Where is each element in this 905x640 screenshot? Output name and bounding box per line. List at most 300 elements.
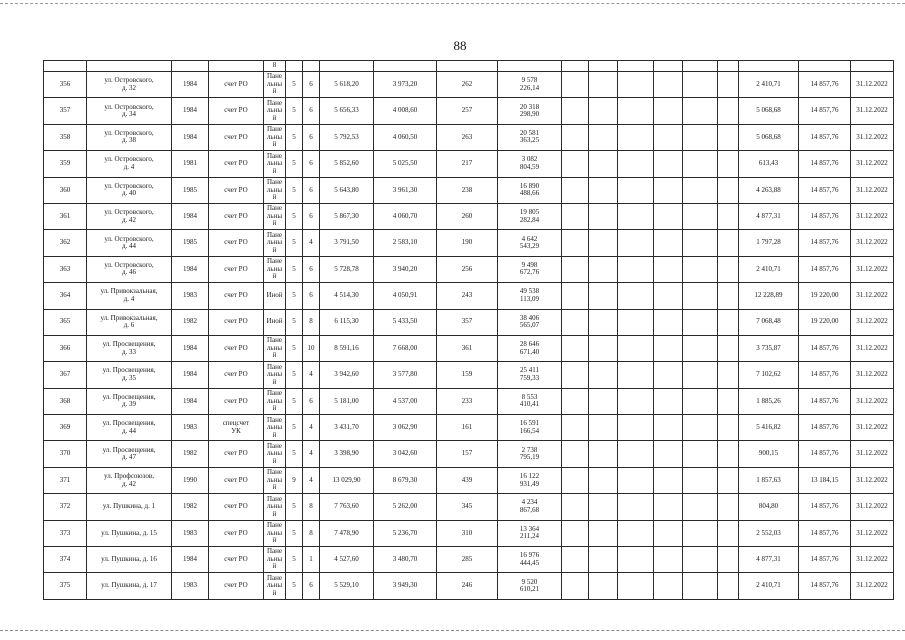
cell-address-line: д. 6 [123, 321, 135, 330]
cell-build-year: 1984 [172, 335, 209, 361]
cell-floors: 5 [286, 177, 303, 203]
cell-fund-method [209, 441, 264, 467]
cell-empty [589, 520, 618, 546]
cell-residents: 190 [437, 230, 498, 256]
cell-total-cost-line: 543,29 [519, 242, 540, 251]
cell-empty [589, 467, 618, 493]
cell-wall-material-line: й [272, 430, 277, 439]
cell-empty [618, 283, 654, 309]
cell-residents: 345 [437, 494, 498, 520]
cell-residential-area: 5 433,50 [374, 309, 437, 335]
cell-floors: 5 [286, 124, 303, 150]
cell-build-year: 1983 [172, 415, 209, 441]
cell-empty [562, 203, 589, 229]
cell-wall-material-line: Пане [266, 362, 282, 371]
cell-cost-limit: 14 857,76 [799, 124, 851, 150]
cell-total-cost [498, 177, 562, 203]
cell-wall-material-line: Пане [266, 178, 282, 186]
cell-address-line: ул. Просвещения, [102, 340, 156, 349]
cell-wall-material-line: Иной [266, 317, 283, 326]
cell-empty [718, 124, 739, 150]
cell-deadline: 31.12.2022 [851, 573, 894, 599]
cell-empty [589, 203, 618, 229]
cell-cost-limit: 14 857,76 [799, 230, 851, 256]
table-row [44, 203, 894, 229]
cell-wall-material-line: льны [266, 554, 283, 563]
cell-empty [618, 256, 654, 282]
cell-entrances: 4 [303, 230, 320, 256]
cell-wall-material-line: льны [266, 132, 283, 141]
cell-total-cost [498, 256, 562, 282]
cell-build-year: 1985 [172, 230, 209, 256]
cell-wall-material-line: льны [266, 238, 283, 247]
cell-total-cost [498, 362, 562, 388]
cell-deadline: 31.12.2022 [851, 415, 894, 441]
cell-wall-material-line: Пане [266, 415, 282, 424]
cell-empty [683, 283, 718, 309]
housing-registry-table [43, 60, 894, 600]
cell-build-year: 1984 [172, 72, 209, 98]
cell-empty [683, 362, 718, 388]
cell-wall-material-line: й [272, 219, 277, 228]
cell-total-cost-line: 444,45 [519, 558, 540, 567]
cell-fund-method-line: счет РО [224, 79, 248, 88]
cell-residential-area: 3 973,20 [374, 72, 437, 98]
cell-fund-method-line: счет РО [224, 396, 248, 405]
cell-row-number: 362 [44, 230, 87, 256]
cell-deadline: 31.12.2022 [851, 441, 894, 467]
table-row [44, 256, 894, 282]
cell-entrances: 4 [303, 415, 320, 441]
cell-empty [562, 98, 589, 124]
cell-address-line: д. 4 [123, 162, 135, 171]
cell-fund-method [209, 494, 264, 520]
cell-fund-method [209, 203, 264, 229]
cell-total-cost-line: 9 520 [521, 577, 538, 586]
cell-wall-material-line: Пане [266, 521, 282, 530]
cell-total-cost-line: 804,59 [519, 162, 540, 171]
cell-total-area: 5 867,30 [320, 203, 374, 229]
cell-residents: 217 [437, 151, 498, 177]
cell-empty [618, 72, 654, 98]
cell-wall-material-line: льны [266, 581, 283, 590]
cell-specific-cost: 2 552,03 [739, 520, 799, 546]
cell-row-number: 372 [44, 494, 87, 520]
cell-fund-method-line: счет РО [224, 317, 248, 326]
cell-deadline: 31.12.2022 [851, 494, 894, 520]
cell-empty [654, 124, 683, 150]
cell-wall-material-line: льны [266, 370, 283, 379]
cell-floors: 5 [286, 98, 303, 124]
cell-residents: 159 [437, 362, 498, 388]
cell-address-line: д. 33 [121, 347, 137, 356]
cell-specific-cost: 2 410,71 [739, 72, 799, 98]
cell-build-year: 1990 [172, 467, 209, 493]
cell-deadline: 31.12.2022 [851, 72, 894, 98]
cell-fund-method-line: счет РО [224, 343, 248, 352]
cell-empty [683, 151, 718, 177]
table-row [44, 441, 894, 467]
cell-empty [562, 441, 589, 467]
cell-total-cost [498, 467, 562, 493]
cell-build-year: 1982 [172, 441, 209, 467]
cell-row-number: 368 [44, 388, 87, 414]
cell-wall-material-line: й [272, 456, 277, 465]
cell-total-area: 4 527,60 [320, 547, 374, 573]
cell-empty [589, 494, 618, 520]
cell-entrances: 6 [303, 177, 320, 203]
cell-total-cost-line: 113,09 [520, 294, 539, 303]
cell-empty [589, 388, 618, 414]
cell-total-cost [498, 72, 562, 98]
cell-residents: 246 [437, 573, 498, 599]
cell-wall-material [264, 283, 286, 309]
cell-total-area: 5 529,10 [320, 573, 374, 599]
cell-total-cost-line: 363,25 [519, 136, 540, 145]
cell-wall-material [264, 309, 286, 335]
cell-total-cost-line: 16 591 [519, 419, 540, 428]
cell-empty [562, 151, 589, 177]
cell-fund-method-line: счет РО [224, 159, 248, 168]
cell-empty [589, 362, 618, 388]
cell-total-cost-line: 16 122 [519, 472, 540, 481]
cell-floors: 5 [286, 388, 303, 414]
cell-total-cost [498, 283, 562, 309]
cell-empty [718, 388, 739, 414]
cell-address-line: ул. Пушкина, д. 16 [101, 554, 157, 563]
cell-total-cost-line: 610,21 [519, 585, 540, 594]
cell-floors: 5 [286, 256, 303, 282]
cell-fund-method-line: счет РО [224, 185, 248, 194]
cell-wall-material-line: й [272, 272, 277, 281]
cell-total-area: 5 656,33 [320, 98, 374, 124]
cell-fund-method [209, 230, 264, 256]
cell-specific-cost: 5 068,68 [739, 124, 799, 150]
cell-cost-limit: 19 220,00 [799, 283, 851, 309]
cell-wall-material [264, 415, 286, 441]
cell-wall-material-line: льны [266, 449, 283, 458]
cell-row-number: 359 [44, 151, 87, 177]
cell-empty [683, 547, 718, 573]
cell-total-cost-line: 28 646 [519, 340, 540, 349]
cell-empty [589, 335, 618, 361]
cell-build-year: 1983 [172, 573, 209, 599]
cell-total-cost-line: 49 538 [519, 287, 540, 296]
cell-empty [718, 335, 739, 361]
cell-residential-area: 3 961,30 [374, 177, 437, 203]
cell-residents: 233 [437, 388, 498, 414]
cell-entrances: 8 [303, 309, 320, 335]
cell-wall-material-line: льны [266, 211, 283, 220]
cell-wall-material-line: Пане [266, 547, 282, 556]
cell-empty [618, 124, 654, 150]
cell-empty [718, 309, 739, 335]
cell-floors: 5 [286, 72, 303, 98]
cell-empty [683, 520, 718, 546]
cell-address-line: ул. Просвещения, [102, 366, 156, 375]
cell-wall-material [264, 124, 286, 150]
cell-empty [654, 467, 683, 493]
cell-total-cost-line: 565,07 [519, 321, 540, 330]
cell-deadline: 31.12.2022 [851, 388, 894, 414]
cell-wall-material-line: й [272, 588, 277, 597]
cell-wall-material-line: льны [266, 185, 283, 194]
cell-floors: 5 [286, 573, 303, 599]
table-row [44, 362, 894, 388]
cell-empty [562, 335, 589, 361]
cell-wall-material-line: й [272, 562, 277, 571]
cell-empty [589, 72, 618, 98]
cell-fund-method [209, 72, 264, 98]
cell-residential-area: 7 668,00 [374, 335, 437, 361]
table-row [44, 494, 894, 520]
cell-empty [589, 98, 618, 124]
cell-wall-material-line: Пане [266, 98, 282, 107]
cell-total-cost-line: 282,84 [519, 215, 540, 224]
cell-wall-material-line: й [272, 404, 277, 413]
cell-address [87, 362, 172, 388]
cell-specific-cost: 7 102,62 [739, 362, 799, 388]
cell-cost-limit: 19 220,00 [799, 309, 851, 335]
cell-address-line: ул. Просвещения, [102, 392, 156, 401]
cell-floors: 5 [286, 151, 303, 177]
cell-specific-cost: 2 410,71 [739, 256, 799, 282]
table-row [44, 573, 894, 599]
cell-specific-cost: 7 068,48 [739, 309, 799, 335]
cell-total-area: 3 431,70 [320, 415, 374, 441]
cell-fund-method [209, 415, 264, 441]
cell-empty [654, 547, 683, 573]
cell-total-cost-line: 226,14 [519, 83, 540, 92]
cell-total-cost-line: 795,19 [519, 453, 540, 462]
cell-row-number: 356 [44, 72, 87, 98]
cell-wall-material [264, 573, 286, 599]
cell-wall-material-line: Пане [266, 389, 282, 398]
cell-empty [683, 203, 718, 229]
cell-empty [718, 520, 739, 546]
cell-deadline: 31.12.2022 [851, 547, 894, 573]
cell-address [87, 441, 172, 467]
cell-address [87, 98, 172, 124]
cell-empty [562, 573, 589, 599]
cell-cost-limit: 14 857,76 [799, 177, 851, 203]
cell-empty [683, 124, 718, 150]
cell-total-cost [498, 98, 562, 124]
cell-fund-method [209, 547, 264, 573]
cell-build-year: 1983 [172, 520, 209, 546]
cell-empty [683, 573, 718, 599]
cell-cost-limit: 14 857,76 [799, 494, 851, 520]
cell-fund-method-line: спецсчет [222, 419, 250, 428]
scan-top-edge [0, 3, 905, 4]
cell-address-line: ул. Пушкина, д. 1 [102, 502, 156, 511]
cell-address [87, 467, 172, 493]
cell-entrances: 10 [303, 335, 320, 361]
cell-address [87, 230, 172, 256]
cell-specific-cost: 900,15 [739, 441, 799, 467]
cell-residential-area: 4 008,60 [374, 98, 437, 124]
table-row [44, 309, 894, 335]
cell-address-line: д. 42 [121, 215, 137, 224]
cell-total-cost-line: 20 318 [519, 102, 540, 111]
cell-total-area: 5 852,60 [320, 151, 374, 177]
cell-address-line: ул. Просвещения, [102, 445, 156, 454]
cell-total-cost-line: 9 498 [521, 260, 538, 269]
cell-total-area: 13 029,90 [320, 467, 374, 493]
cell-empty [718, 283, 739, 309]
cell-cost-limit: 14 857,76 [799, 441, 851, 467]
cell-cost-limit: 14 857,76 [799, 98, 851, 124]
cell-empty [562, 415, 589, 441]
cell-address-line: ул. Островского, [104, 128, 154, 137]
cell-wall-material-line: Пане [266, 336, 282, 345]
cell-wall-material-line: Пане [266, 72, 282, 81]
cell-total-area: 5 618,20 [320, 72, 374, 98]
cell-cost-limit: 14 857,76 [799, 547, 851, 573]
cell-row-number: 371 [44, 467, 87, 493]
cell-fund-method-line: УК [231, 426, 241, 435]
page-number: 88 [453, 38, 467, 53]
cell-build-year: 1984 [172, 362, 209, 388]
cell-empty [654, 335, 683, 361]
cell-fund-method-line: счет РО [224, 370, 248, 379]
cell-floors: 5 [286, 362, 303, 388]
cell-empty [654, 362, 683, 388]
cell-total-area: 7 763,60 [320, 494, 374, 520]
cell-row-number: 367 [44, 362, 87, 388]
cell-empty [683, 415, 718, 441]
cell-residential-area: 4 050,91 [374, 283, 437, 309]
cell-cost-limit: 14 857,76 [799, 388, 851, 414]
cell-total-cost-line: 8 553 [521, 392, 538, 401]
cell-entrances: 6 [303, 203, 320, 229]
cell-address-line: ул. Островского, [104, 260, 154, 269]
cell-total-cost [498, 203, 562, 229]
cell-empty [718, 151, 739, 177]
cell-build-year: 1982 [172, 309, 209, 335]
cell-total-cost-line: 672,76 [519, 268, 540, 277]
cell-cost-limit: 13 184,15 [799, 467, 851, 493]
cell-address [87, 335, 172, 361]
cell-wall-material-line: Пане [266, 494, 282, 503]
cell-specific-cost: 5 416,82 [739, 415, 799, 441]
cell-empty [618, 520, 654, 546]
cell-empty [654, 151, 683, 177]
cell-empty [654, 203, 683, 229]
header-wall-col: 8 [264, 61, 286, 72]
cell-cost-limit: 14 857,76 [799, 573, 851, 599]
cell-wall-material [264, 441, 286, 467]
cell-empty [718, 230, 739, 256]
cell-deadline: 31.12.2022 [851, 309, 894, 335]
cell-empty [718, 203, 739, 229]
cell-empty [683, 441, 718, 467]
cell-empty [654, 230, 683, 256]
cell-residential-area: 8 679,30 [374, 467, 437, 493]
table-row [44, 547, 894, 573]
cell-deadline: 31.12.2022 [851, 203, 894, 229]
cell-specific-cost: 1 885,26 [739, 388, 799, 414]
cell-entrances: 6 [303, 98, 320, 124]
cell-address [87, 520, 172, 546]
cell-fund-method [209, 309, 264, 335]
cell-empty [589, 256, 618, 282]
cell-total-cost-line: 25 411 [520, 366, 539, 375]
cell-empty [654, 309, 683, 335]
cell-empty [618, 547, 654, 573]
cell-empty [654, 573, 683, 599]
cell-total-area: 5 181,00 [320, 388, 374, 414]
cell-fund-method-line: счет РО [224, 291, 248, 300]
cell-fund-method [209, 335, 264, 361]
scan-bottom-edge [0, 630, 905, 631]
cell-empty [654, 177, 683, 203]
cell-total-cost-line: 298,90 [519, 110, 540, 119]
cell-fund-method [209, 362, 264, 388]
cell-fund-method [209, 520, 264, 546]
cell-wall-material [264, 177, 286, 203]
cell-entrances: 6 [303, 72, 320, 98]
cell-deadline: 31.12.2022 [851, 230, 894, 256]
cell-residents: 161 [437, 415, 498, 441]
cell-empty [562, 177, 589, 203]
cell-empty [562, 467, 589, 493]
cell-wall-material-line: Пане [266, 230, 282, 239]
cell-total-area: 5 792,53 [320, 124, 374, 150]
cell-empty [683, 309, 718, 335]
cell-wall-material-line: й [272, 166, 277, 175]
table-header-row [44, 61, 894, 72]
cell-empty [718, 441, 739, 467]
cell-entrances: 4 [303, 362, 320, 388]
cell-fund-method-line: счет РО [224, 211, 248, 220]
cell-empty [718, 415, 739, 441]
cell-floors: 5 [286, 441, 303, 467]
cell-empty [654, 494, 683, 520]
cell-residential-area: 3 949,30 [374, 573, 437, 599]
cell-address [87, 256, 172, 282]
cell-address-line: ул. Островского, [104, 155, 154, 164]
cell-empty [654, 388, 683, 414]
cell-residential-area: 3 042,60 [374, 441, 437, 467]
cell-total-cost-line: 671,40 [519, 347, 540, 356]
cell-address-line: ул. Пушкина, д. 17 [101, 581, 157, 590]
cell-empty [654, 283, 683, 309]
cell-wall-material [264, 335, 286, 361]
cell-address [87, 415, 172, 441]
cell-row-number: 361 [44, 203, 87, 229]
cell-residential-area: 5 236,70 [374, 520, 437, 546]
cell-specific-cost: 804,80 [739, 494, 799, 520]
cell-empty [618, 98, 654, 124]
cell-empty [718, 362, 739, 388]
cell-address-line: ул. Островского, [104, 208, 154, 217]
cell-total-cost-line: 759,33 [519, 373, 540, 382]
cell-empty [618, 177, 654, 203]
table-row [44, 283, 894, 309]
cell-fund-method-line: счет РО [224, 264, 248, 273]
cell-total-cost-line: 19 805 [519, 208, 540, 217]
cell-floors: 9 [286, 467, 303, 493]
cell-empty [718, 573, 739, 599]
table-row [44, 124, 894, 150]
cell-fund-method-line: счет РО [224, 475, 248, 484]
cell-empty [654, 72, 683, 98]
cell-fund-method [209, 98, 264, 124]
cell-total-area: 8 591,16 [320, 335, 374, 361]
cell-empty [562, 283, 589, 309]
cell-residents: 357 [437, 309, 498, 335]
